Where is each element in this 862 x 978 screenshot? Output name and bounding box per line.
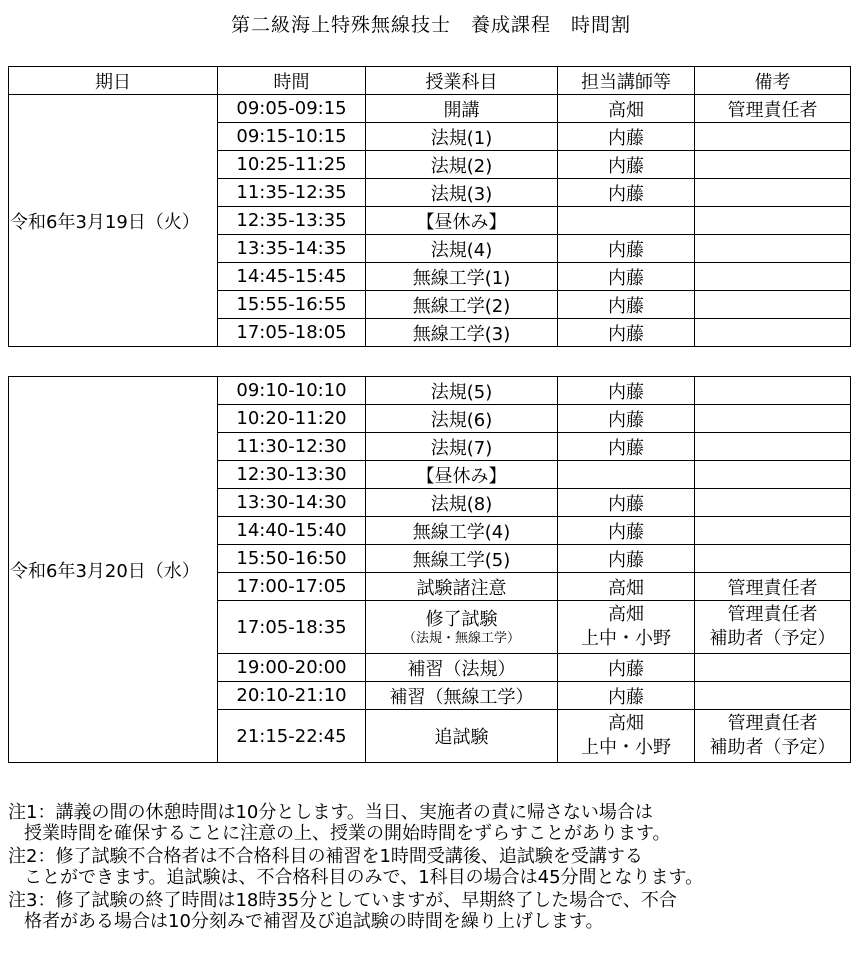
instructor-text: 高畑 [608,713,644,734]
table-header-row [9,67,851,95]
subject-cell: 補習（無線工学） [366,682,558,710]
note-1-line2: 授業時間を確保することに注意の上、授業の開始時間をずらすことがあります。 [24,823,671,844]
time-cell: 21:15-22:45 [218,710,366,763]
subject-cell: 【昼休み】 [366,207,558,235]
note-text-2: 補助者（予定） [709,628,836,649]
instructor-text-2: 上中・小野 [581,737,671,758]
note-3-line2: 格者がある場合は10分刻みで補習及び追試験の時間を繰り上げします。 [24,911,604,932]
time-cell: 09:15-10:15 [218,123,366,151]
page-title: 第二級海上特殊無線技士 養成課程 時間割 [230,14,631,36]
instructor-cell: 内藤 [558,319,695,347]
schedule-table-day2 [8,376,851,763]
instructor-cell: 高畑 [558,95,695,123]
note-cell [695,710,851,763]
subject-cell [366,601,558,654]
time-cell: 14:45-15:45 [218,263,366,291]
subject-cell: 補習（法規） [366,654,558,682]
time-cell: 12:30-13:30 [218,461,366,489]
subject-cell: 無線工学(3) [366,319,558,347]
subject-cell: 無線工学(1) [366,263,558,291]
note-cell [695,545,851,573]
subject-cell: 法規(2) [366,151,558,179]
time-cell: 10:25-11:25 [218,151,366,179]
note-cell [695,489,851,517]
instructor-cell: 内藤 [558,489,695,517]
time-cell: 11:30-12:30 [218,433,366,461]
subject-cell: 無線工学(4) [366,517,558,545]
note-cell [695,291,851,319]
subject-cell: 法規(6) [366,405,558,433]
subject-subtext: （法規・無線工学） [402,630,520,646]
subject-cell: 法規(3) [366,179,558,207]
note-cell [695,682,851,710]
instructor-cell: 高畑 [558,573,695,601]
note-cell [695,123,851,151]
instructor-cell: 内藤 [558,517,695,545]
time-cell: 19:00-20:00 [218,654,366,682]
header-date: 期日 [9,67,218,95]
subject-cell: 無線工学(5) [366,545,558,573]
subject-cell: 開講 [366,95,558,123]
note-2-line2: ことができます。追試験は、不合格科目のみで、1科目の場合は45分間となります。 [24,867,704,888]
table-row [9,377,851,405]
instructor-cell [558,461,695,489]
note-2 [8,846,858,888]
instructor-cell [558,601,695,654]
time-cell: 15:50-16:50 [218,545,366,573]
note-cell [695,517,851,545]
note-cell [695,461,851,489]
subject-cell: 法規(8) [366,489,558,517]
time-cell: 13:30-14:30 [218,489,366,517]
header-note: 備考 [695,67,851,95]
note-text: 管理責任者 [727,713,818,734]
instructor-cell [558,207,695,235]
time-cell: 17:05-18:05 [218,319,366,347]
time-cell: 14:40-15:40 [218,517,366,545]
time-cell: 13:35-14:35 [218,235,366,263]
subject-cell: 無線工学(2) [366,291,558,319]
time-cell: 10:20-11:20 [218,405,366,433]
subject-cell: 法規(7) [366,433,558,461]
instructor-cell: 内藤 [558,179,695,207]
time-cell: 15:55-16:55 [218,291,366,319]
instructor-cell: 内藤 [558,433,695,461]
note-cell: 管理責任者 [695,95,851,123]
time-cell: 20:10-21:10 [218,682,366,710]
note-text: 管理責任者 [727,604,818,625]
instructor-cell: 内藤 [558,654,695,682]
subject-cell: 法規(4) [366,235,558,263]
time-cell: 12:35-13:35 [218,207,366,235]
time-cell: 09:05-09:15 [218,95,366,123]
header-subject: 授業科目 [366,67,558,95]
note-cell [695,319,851,347]
table-row [9,95,851,123]
note-cell [695,151,851,179]
note-cell [695,235,851,263]
instructor-cell: 内藤 [558,123,695,151]
note-1 [8,802,858,844]
note-1-line1: 注1：講義の間の休憩時間は10分とします。当日、実施者の責に帰さない場合は [8,802,653,823]
instructor-cell: 内藤 [558,263,695,291]
subject-cell: 試験諸注意 [366,573,558,601]
instructor-cell: 内藤 [558,291,695,319]
date-cell: 令和6年3月19日（火） [9,95,218,347]
time-cell: 17:05-18:35 [218,601,366,654]
instructor-text-2: 上中・小野 [581,628,671,649]
instructor-cell: 内藤 [558,151,695,179]
subject-cell: 法規(1) [366,123,558,151]
subject-cell: 【昼休み】 [366,461,558,489]
header-time: 時間 [218,67,366,95]
note-cell [695,377,851,405]
subject-cell: 追試験 [366,710,558,763]
time-cell: 11:35-12:35 [218,179,366,207]
time-cell: 09:10-10:10 [218,377,366,405]
notes-section [8,802,858,934]
instructor-cell [558,710,695,763]
note-cell [695,263,851,291]
instructor-cell: 内藤 [558,545,695,573]
note-cell [695,433,851,461]
instructor-cell: 内藤 [558,235,695,263]
header-instructor: 担当講師等 [558,67,695,95]
instructor-cell: 内藤 [558,682,695,710]
note-text-2: 補助者（予定） [709,737,836,758]
date-cell: 令和6年3月20日（水） [9,377,218,763]
note-cell: 管理責任者 [695,573,851,601]
note-cell [695,601,851,654]
note-cell [695,207,851,235]
note-cell [695,405,851,433]
instructor-cell: 内藤 [558,405,695,433]
note-3-line1: 注3：修了試験の終了時間は18時35分としていますが、早期終了した場合で、不合 [8,890,677,911]
note-cell [695,654,851,682]
note-2-line1: 注2：修了試験不合格者は不合格科目の補習を1時間受講後、追試験を受講する [8,846,643,867]
subject-text: 修了試験 [425,608,498,630]
instructor-text: 高畑 [608,604,644,625]
time-cell: 17:00-17:05 [218,573,366,601]
note-cell [695,179,851,207]
schedule-table-day1 [8,66,851,347]
note-3 [8,890,858,932]
subject-cell: 法規(5) [366,377,558,405]
instructor-cell: 内藤 [558,377,695,405]
